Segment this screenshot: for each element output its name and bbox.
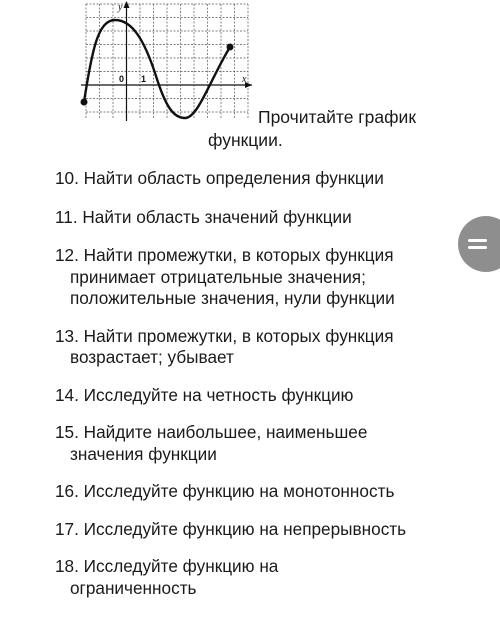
task-item [55, 168, 485, 190]
task-text-line: ограниченность [70, 577, 197, 598]
task-text-line: 17. Исследуйте функцию на непрерывность [55, 518, 407, 539]
task-text-line: значения функции [70, 443, 217, 464]
task-item [55, 422, 485, 465]
task-text-line: принимает отрицательные значения; [70, 266, 366, 287]
function-graph [78, 0, 258, 130]
task-text-line: 18. Исследуйте функцию на [55, 556, 279, 576]
task-text-line: возрастает; убывает [70, 347, 234, 367]
caption-line-2: функции. [208, 130, 283, 150]
function-curve [84, 20, 230, 118]
task-text-line: 13. Найти промежутки, в которых функция [55, 325, 394, 346]
task-list [55, 168, 485, 599]
task-item [55, 519, 485, 541]
task-text-line: положительные значения, нули функции [70, 288, 395, 308]
task-item [55, 207, 485, 229]
task-item [55, 245, 485, 310]
task-text-line: 16. Исследуйте функцию на монотонность [55, 481, 395, 501]
unit-label: 1 [141, 74, 147, 84]
x-axis-label: x [242, 74, 247, 85]
curve-start-point [81, 99, 88, 106]
task-text-line: 15. Найдите наибольшее, наименьшее [55, 422, 368, 442]
task-text-line: 10. Найти область определения функции [55, 168, 384, 188]
task-item [55, 326, 485, 369]
task-item [55, 556, 485, 599]
task-text-line: 12. Найти промежутки, в которых функция [55, 245, 394, 265]
task-item [55, 481, 485, 503]
task-text-line: 14. Исследуйте на четность функцию [55, 384, 354, 405]
task-item [55, 385, 485, 407]
caption-line-1: Прочитайте график [258, 107, 416, 127]
y-axis-label: y [118, 2, 123, 13]
origin-label: 0 [119, 74, 125, 84]
curve-end-point [227, 44, 234, 51]
task-text-line: 11. Найти область значений функции [55, 206, 352, 227]
